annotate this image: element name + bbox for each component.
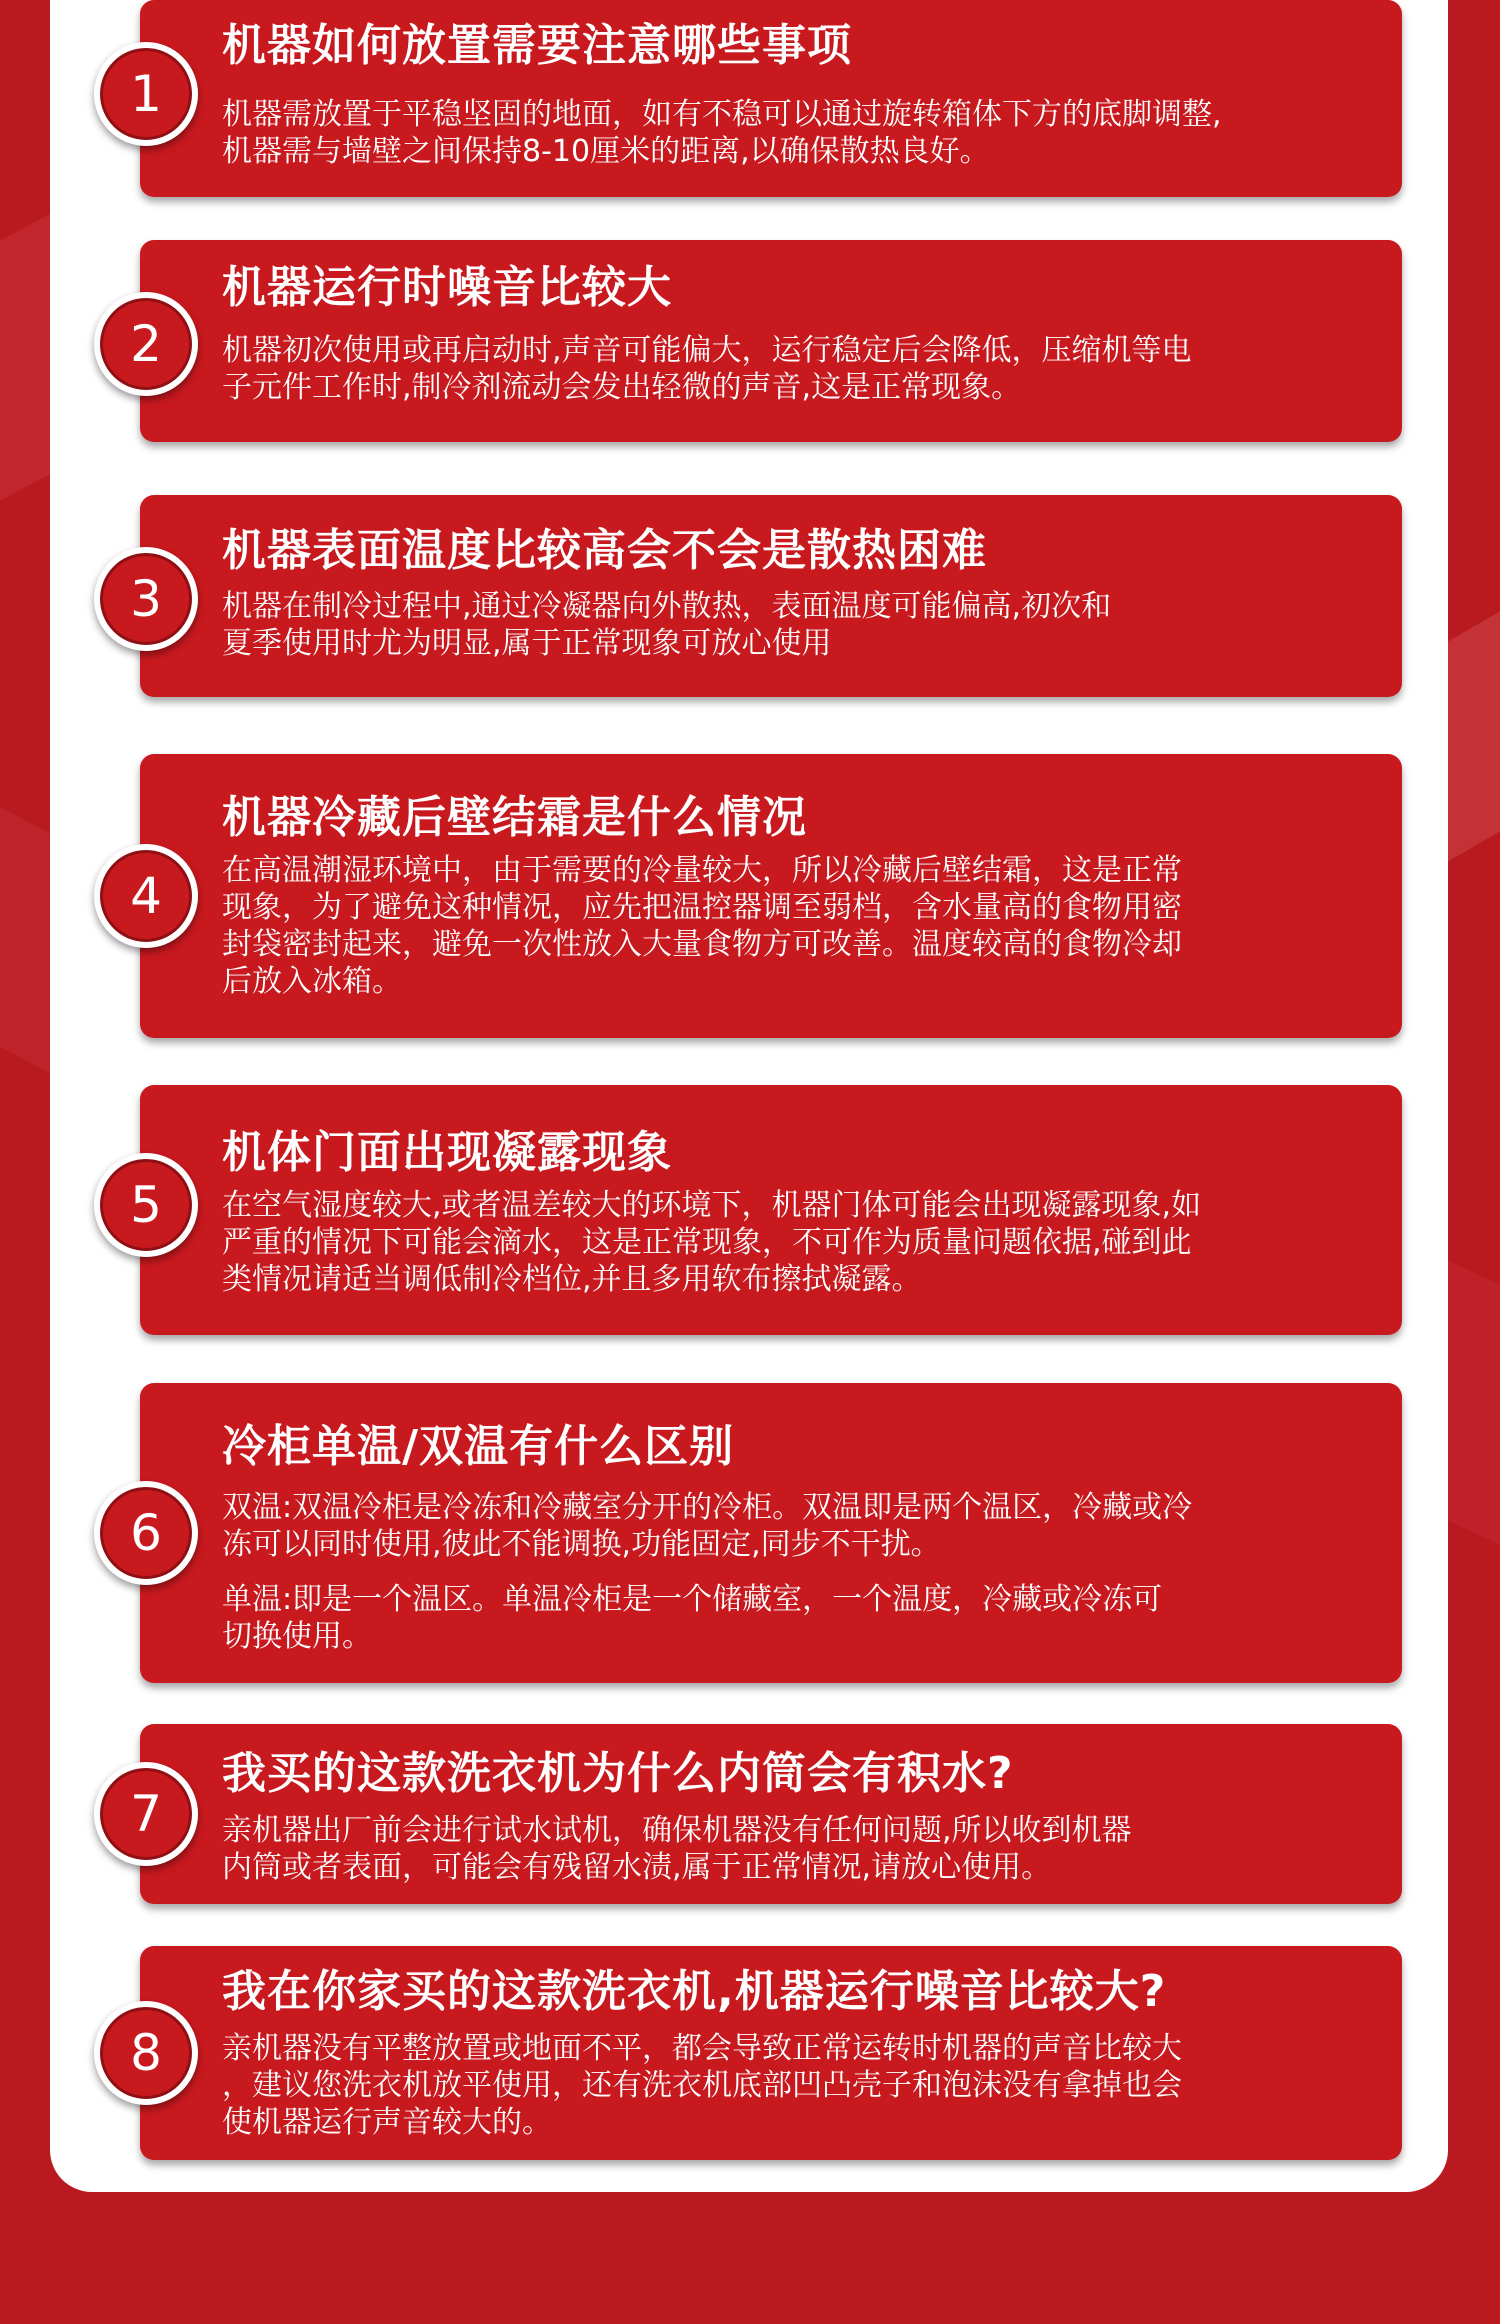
faq-title: 我买的这款洗衣机为什么内筒会有积水? — [222, 1748, 1014, 1799]
faq-answer-line: 在高温潮湿环境中，由于需要的冷量较大，所以冷藏后壁结霜，这是正常 — [222, 853, 1182, 888]
faq-answer-line: 夏季使用时尤为明显,属于正常现象可放心使用 — [222, 626, 832, 661]
faq-answer-line: 后放入冰箱。 — [222, 964, 402, 999]
faq-card-7 — [130, 1724, 1402, 1904]
faq-answer-line: 内筒或者表面，可能会有残留水渍,属于正常情况,请放心使用。 — [222, 1850, 1052, 1885]
faq-answer-line: ，建议您洗衣机放平使用，还有洗衣机底部凹凸壳子和泡沫没有拿掉也会 — [222, 2068, 1182, 2103]
faq-number-badge: 6 — [94, 1481, 198, 1585]
faq-answer — [222, 1489, 1392, 1563]
faq-answer — [222, 1812, 1392, 1886]
faq-answer-line: 双温:双温冷柜是冷冻和冷藏室分开的冷柜。双温即是两个温区，冷藏或冷 — [222, 1490, 1193, 1525]
faq-answer-line: 亲机器没有平整放置或地面不平，都会导致正常运转时机器的声音比较大 — [222, 2031, 1182, 2066]
faq-title: 我在你家买的这款洗衣机,机器运行噪音比较大? — [222, 1966, 1167, 2017]
faq-card-8 — [130, 1946, 1402, 2160]
faq-number-badge: 3 — [94, 547, 198, 651]
faq-answer-line: 单温:即是一个温区。单温冷柜是一个储藏室，一个温度，冷藏或冷冻可 — [222, 1582, 1163, 1617]
faq-answer-line: 冻可以同时使用,彼此不能调换,功能固定,同步不干扰。 — [222, 1527, 941, 1562]
faq-card-6 — [130, 1383, 1402, 1683]
faq-answer — [222, 96, 1392, 170]
faq-answer — [222, 1187, 1392, 1298]
faq-title: 机体门面出现凝露现象 — [222, 1127, 672, 1178]
faq-answer — [222, 852, 1392, 1000]
faq-title: 机器如何放置需要注意哪些事项 — [222, 20, 852, 71]
faq-answer-line: 机器在制冷过程中,通过冷凝器向外散热，表面温度可能偏高,初次和 — [222, 589, 1112, 624]
faq-answer-line: 封袋密封起来，避免一次性放入大量食物方可改善。温度较高的食物冷却 — [222, 927, 1182, 962]
faq-number-badge: 7 — [94, 1762, 198, 1866]
faq-answer — [222, 2030, 1392, 2141]
faq-number-badge: 2 — [94, 292, 198, 396]
faq-number-badge: 1 — [94, 42, 198, 146]
faq-answer-line: 亲机器出厂前会进行试水试机，确保机器没有任何问题,所以收到机器 — [222, 1813, 1132, 1848]
faq-answer — [222, 332, 1392, 406]
faq-title: 机器冷藏后壁结霜是什么情况 — [222, 792, 807, 843]
faq-number-badge: 5 — [94, 1153, 198, 1257]
faq-answer — [222, 588, 1392, 662]
faq-card-2 — [130, 240, 1402, 442]
faq-answer-line: 使机器运行声音较大的。 — [222, 2105, 552, 2140]
faq-card-4 — [130, 754, 1402, 1038]
faq-answer-line: 机器需放置于平稳坚固的地面，如有不稳可以通过旋转箱体下方的底脚调整, — [222, 97, 1222, 132]
faq-answer-line: 现象，为了避免这种情况，应先把温控器调至弱档，含水量高的食物用密 — [222, 890, 1182, 925]
faq-answer-line: 机器需与墙壁之间保持8-10厘米的距离,以确保散热良好。 — [222, 134, 990, 169]
faq-card-1 — [130, 0, 1402, 197]
faq-answer-line: 在空气湿度较大,或者温差较大的环境下，机器门体可能会出现凝露现象,如 — [222, 1188, 1202, 1223]
faq-title: 机器运行时噪音比较大 — [222, 262, 672, 313]
faq-title: 冷柜单温/双温有什么区别 — [222, 1421, 735, 1472]
faq-number-badge: 8 — [94, 2001, 198, 2105]
faq-answer-line: 子元件工作时,制冷剂流动会发出轻微的声音,这是正常现象。 — [222, 370, 1022, 405]
faq-title: 机器表面温度比较高会不会是散热困难 — [222, 525, 987, 576]
faq-card-3 — [130, 495, 1402, 697]
faq-answer-line: 严重的情况下可能会滴水，这是正常现象，不可作为质量问题依据,碰到此 — [222, 1225, 1192, 1260]
faq-answer-line: 切换使用。 — [222, 1619, 372, 1654]
faq-answer-secondary — [222, 1581, 1392, 1655]
faq-number-badge: 4 — [94, 844, 198, 948]
faq-card-5 — [130, 1085, 1402, 1335]
faq-answer-line: 机器初次使用或再启动时,声音可能偏大，运行稳定后会降低，压缩机等电 — [222, 333, 1192, 368]
faq-answer-line: 类情况请适当调低制冷档位,并且多用软布擦拭凝露。 — [222, 1262, 922, 1297]
